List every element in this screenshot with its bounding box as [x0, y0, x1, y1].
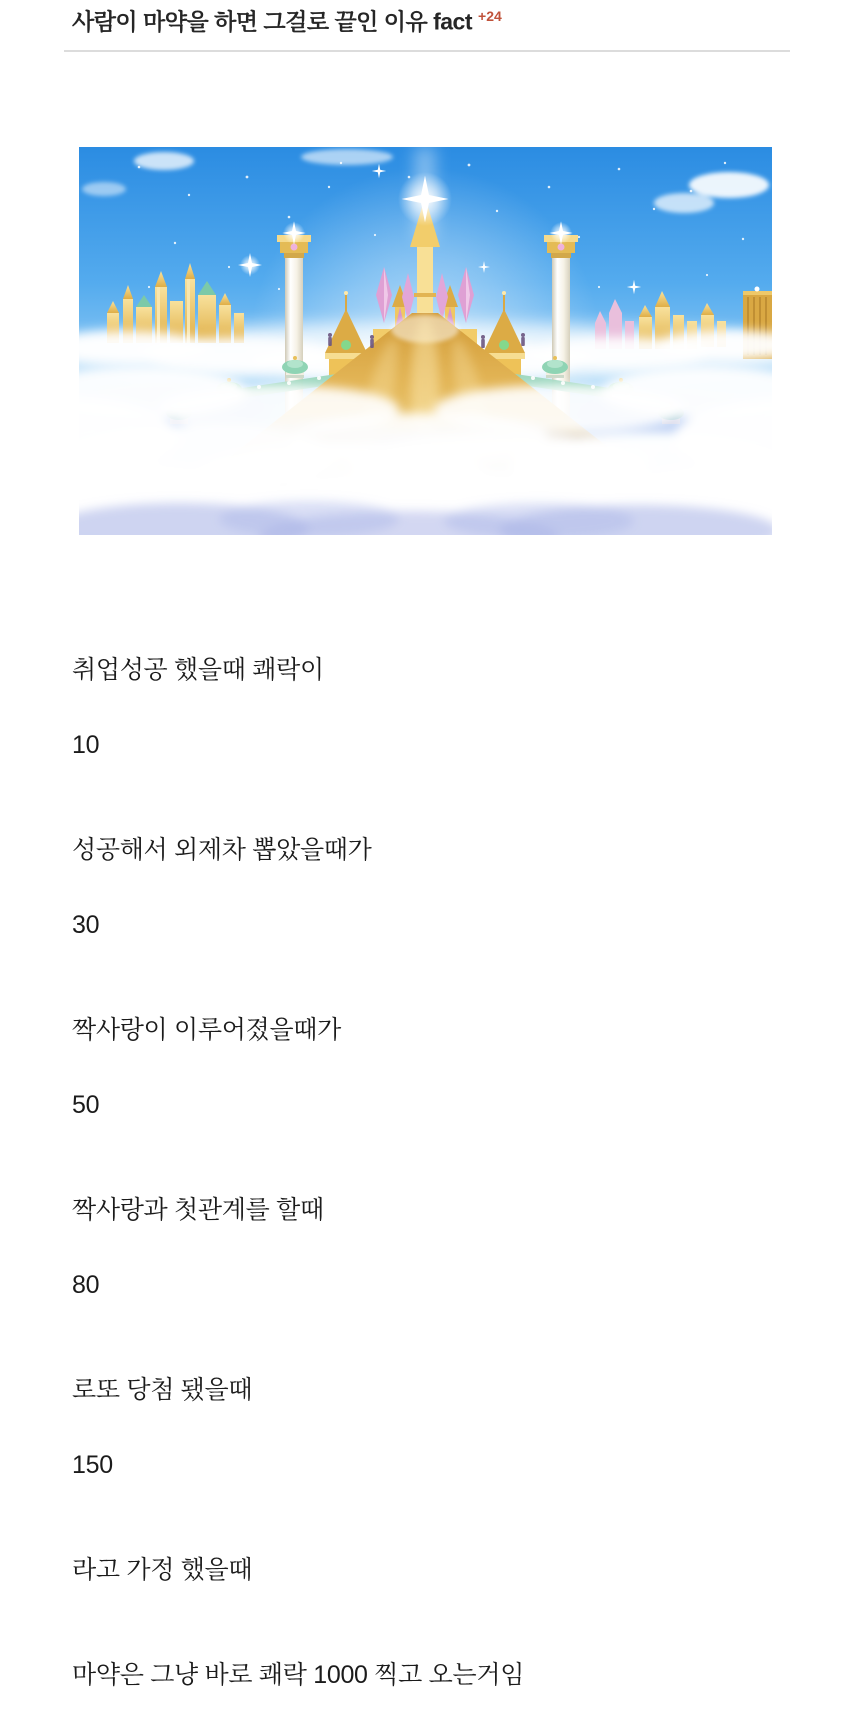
pleasure-value: 150 [72, 1450, 113, 1479]
post-text-line: 성공해서 외제차 뽑았을때가 [72, 835, 372, 864]
post-title-text: 사람이 마약을 하면 그걸로 끝인 이유 fact [72, 8, 473, 35]
post-text-line: 로또 당첨 됐을때 [72, 1375, 253, 1404]
post-text-line: 짝사랑과 첫관계를 할때 [72, 1195, 324, 1224]
heaven-castle-illustration [79, 147, 772, 535]
post-image[interactable] [79, 147, 772, 535]
post-text-line: 취업성공 했을때 쾌락이 [72, 655, 324, 684]
title-divider [64, 50, 790, 52]
pleasure-value: 10 [72, 730, 100, 759]
comment-count-badge[interactable]: +24 [478, 8, 502, 24]
pleasure-value: 50 [72, 1090, 100, 1119]
post-text-line: 마약은 그냥 바로 쾌락 1000 찍고 오는거임 [72, 1660, 525, 1689]
post-text-line: 짝사랑이 이루어졌을때가 [72, 1015, 341, 1044]
post-text-line: 라고 가정 했을때 [72, 1555, 253, 1584]
pleasure-value: 80 [72, 1270, 100, 1299]
post-title [0, 0, 850, 38]
pleasure-value: 30 [72, 910, 100, 939]
post-body [0, 655, 850, 1730]
